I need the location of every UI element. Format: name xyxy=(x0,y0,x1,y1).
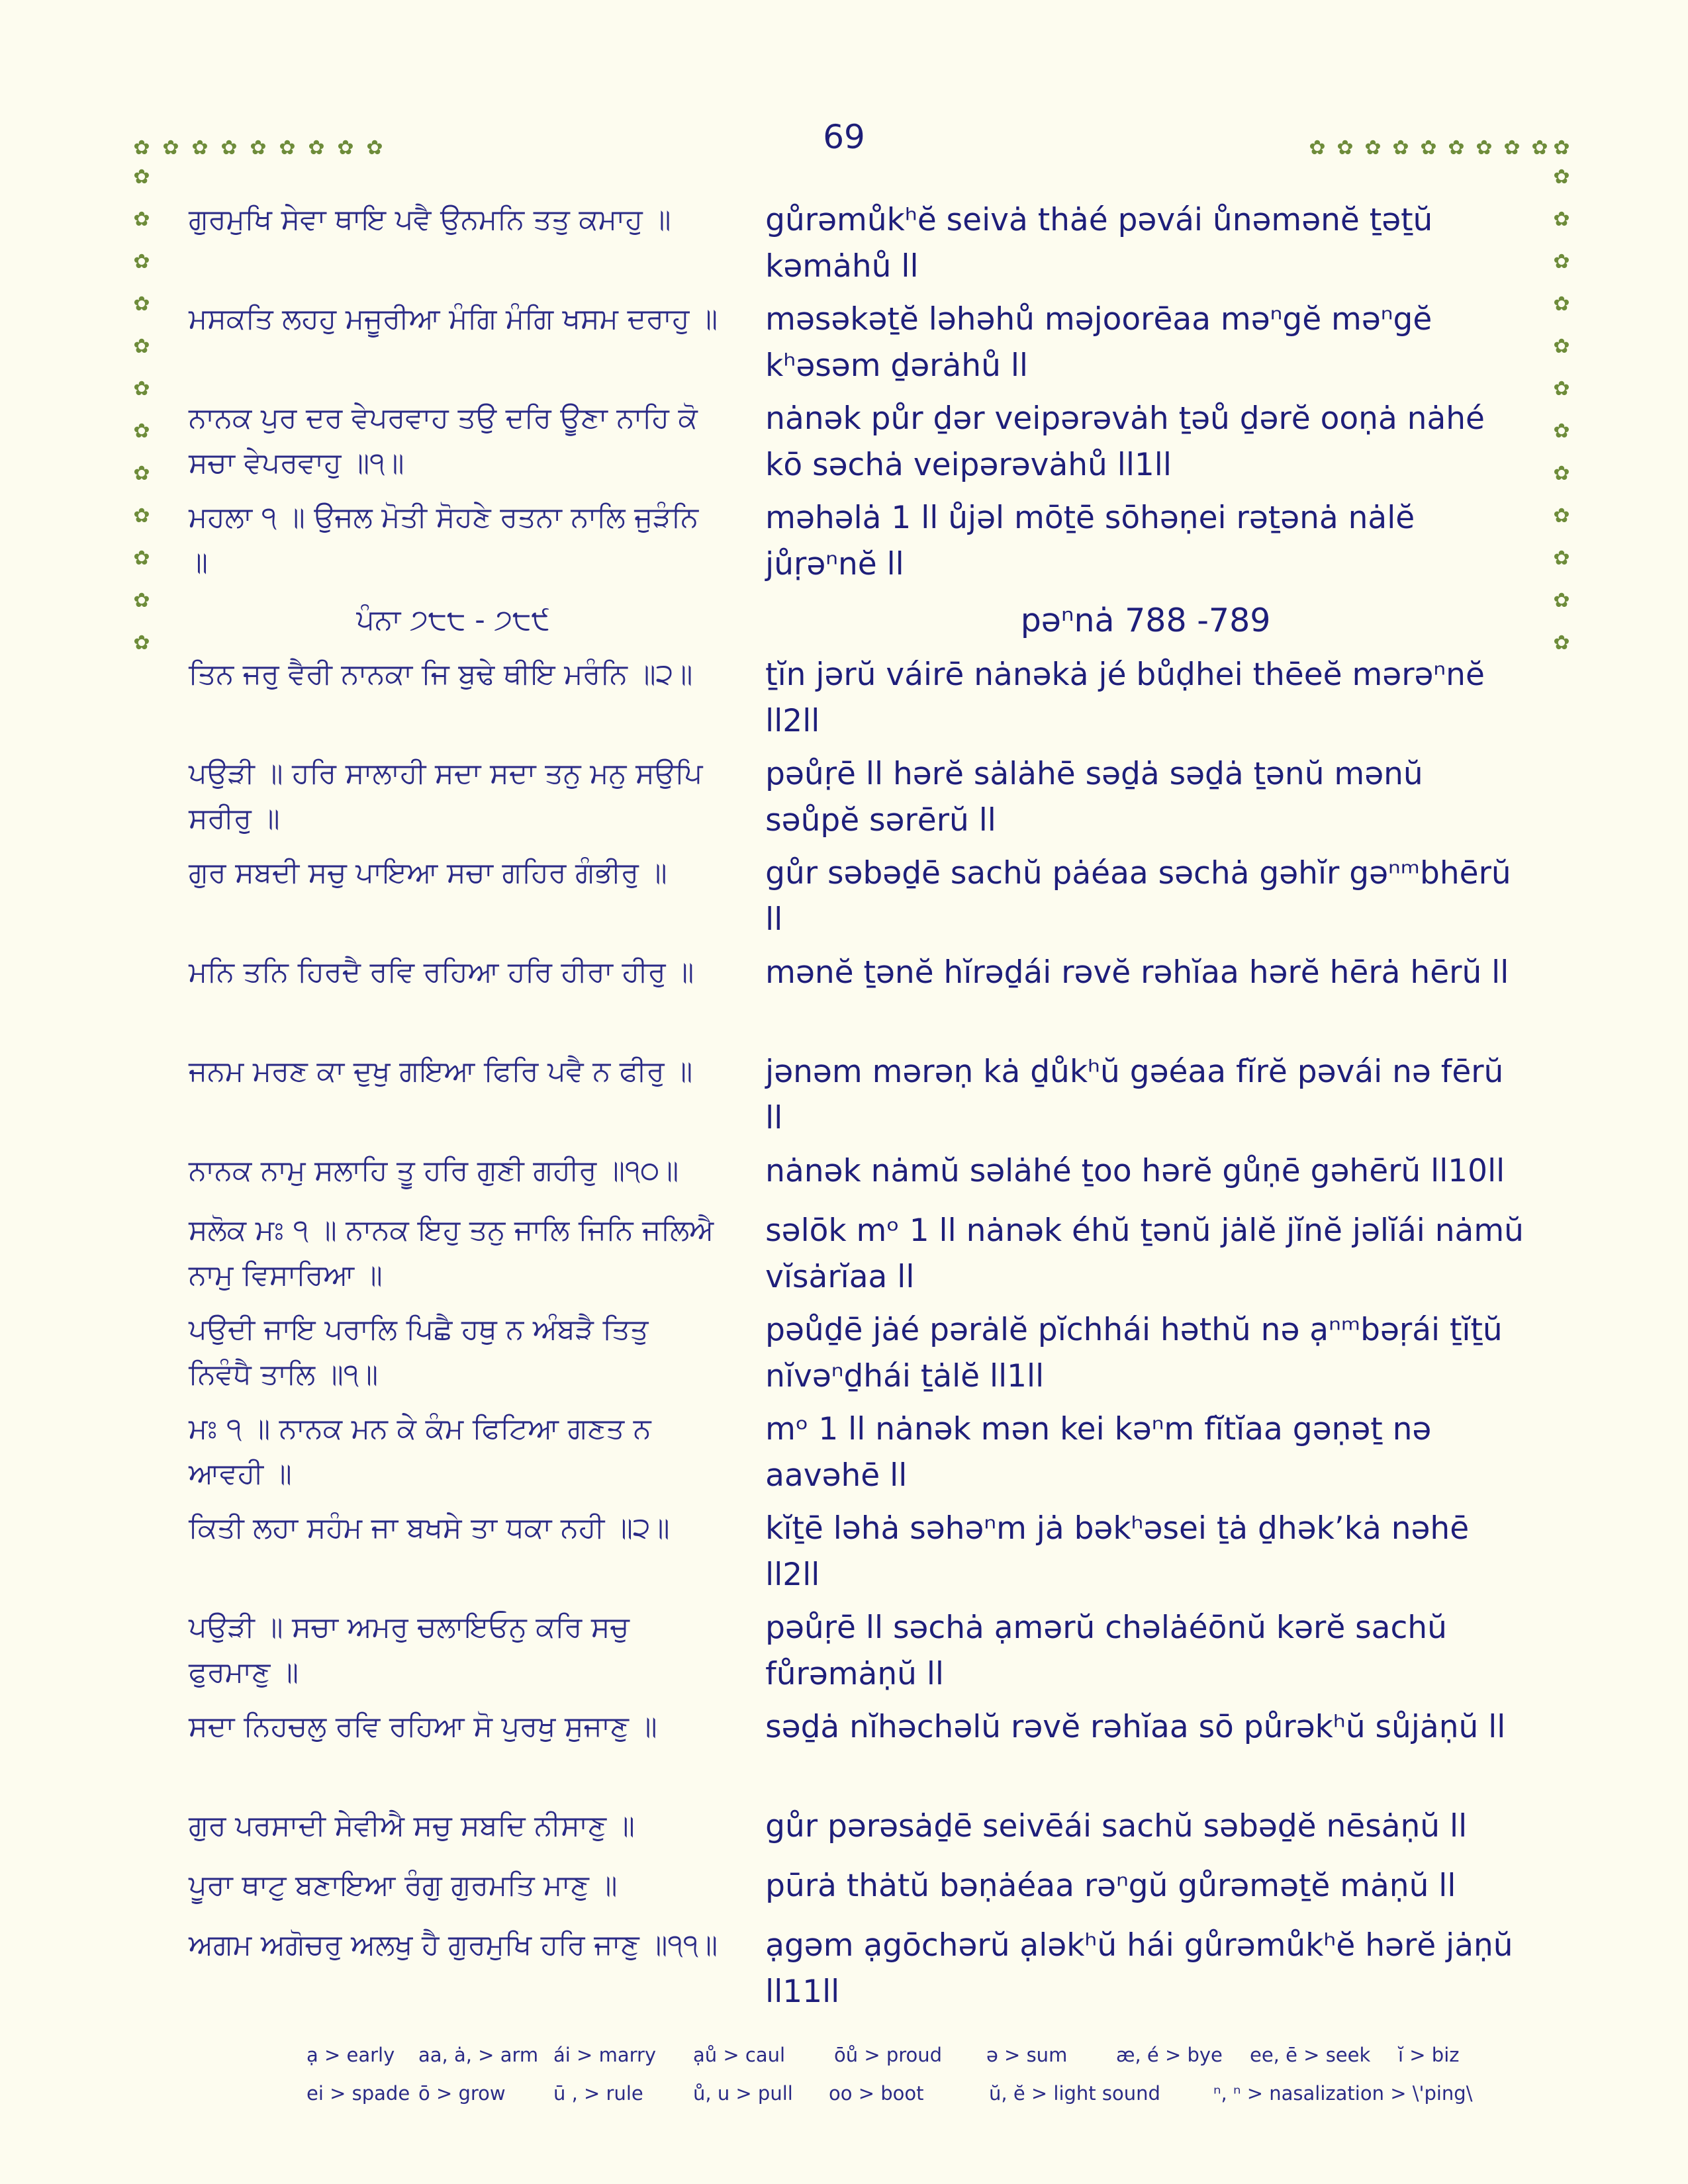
gurmukhi-line: ਮਸਕਤਿ ਲਹਹੁ ਮਜੂਰੀਆ ਮੰਗਿ ਮੰਗਿ ਖਸਮ ਦਰਾਹੁ ॥ xyxy=(189,302,718,336)
flower-ornament-icon: ✿ xyxy=(1420,136,1437,159)
flower-ornament-icon: ✿ xyxy=(1553,136,1570,159)
flower-ornament-icon: ✿ xyxy=(1392,136,1409,159)
legend-item: ei > spade xyxy=(306,2082,410,2105)
flower-ornament-icon: ✿ xyxy=(133,547,150,570)
legend-item: æ, é > bye xyxy=(1116,2044,1223,2066)
gurmukhi-line: ਨਾਨਕ ਨਾਮੁ ਸਲਾਹਿ ਤੂ ਹਰਿ ਗੁਣੀ ਗਹੀਰੁ ॥੧੦॥ xyxy=(189,1154,679,1187)
transliteration-line: ạgəm ạgōchərŭ ạləkʰŭ hái gůrəmůkʰĕ hərĕ jȧṇŭ ll11ll xyxy=(765,1927,1513,2010)
flower-ornament-icon: ✿ xyxy=(1553,504,1570,527)
transliteration-line: gůr səbəḏē sachŭ pȧéaa səchȧ gəhĭr gəⁿᵐbhērŭ ll xyxy=(765,855,1511,938)
verse-row xyxy=(189,1863,1526,1909)
transliteration-line: nȧnək půr ḏər veipərəvȧh ṯəů ḏərĕ ooṇȧ nȧhé kō səchȧ veipərəvȧhů ll1ll xyxy=(765,400,1485,483)
gurmukhi-line: ਨਾਨਕ ਪੁਰ ਦਰ ਵੇਪਰਵਾਹ ਤਉ ਦਰਿ ਊਣਾ ਨਾਹਿ ਕੋ ਸਚਾ ਵੇਪਰਵਾਹੁ ॥੧॥ xyxy=(189,402,698,480)
gurmukhi-line: ਪਉੜੀ ॥ ਹਰਿ ਸਾਲਾਹੀ ਸਦਾ ਸਦਾ ਤਨੁ ਮਨੁ ਸਉਪਿ ਸਰੀਰੁ ॥ xyxy=(189,757,703,835)
verse-row xyxy=(189,950,1526,996)
page-reference-row xyxy=(189,598,1526,644)
flower-ornament-icon: ✿ xyxy=(220,136,238,159)
flower-ornament-icon: ✿ xyxy=(1553,589,1570,612)
gurmukhi-page-reference: ਪੰਨਾ ੭੮੮ - ੭੮੯ xyxy=(356,604,550,637)
transliteration-line: gůrəmůkʰĕ seivȧ thȧé pəvái ůnəmənĕ ṯəṯŭ kəmȧhů ll xyxy=(765,202,1433,285)
flower-ornament-icon: ✿ xyxy=(133,165,150,189)
flower-ornament-icon: ✿ xyxy=(1553,377,1570,400)
legend-item: ĭ > biz xyxy=(1398,2044,1460,2066)
verse-row xyxy=(189,197,1526,290)
legend-item: oo > boot xyxy=(829,2082,924,2105)
flower-ornament-icon: ✿ xyxy=(1476,136,1493,159)
transliteration-line: gůr pərəsȧḏē seivēái sachŭ səbəḏĕ nēsȧṇŭ ll xyxy=(765,1808,1468,1844)
flower-ornament-icon: ✿ xyxy=(1553,420,1570,443)
transliteration-line: səlōk mᵒ 1 ll nȧnək éhŭ ṯənŭ jȧlĕ jĭnĕ jəlĭái nȧmŭ vĭsȧrĭaa ll xyxy=(765,1212,1524,1295)
gurmukhi-line: ਪਉੜੀ ॥ ਸਚਾ ਅਮਰੁ ਚਲਾਇਓਨੁ ਕਰਿ ਸਚੁ ਫੁਰਮਾਣੁ ॥ xyxy=(189,1611,630,1689)
flower-ornament-icon: ✿ xyxy=(162,136,179,159)
verse-row xyxy=(189,1148,1526,1195)
page-number: 69 xyxy=(823,118,865,156)
legend-item: ạ > early xyxy=(306,2044,395,2066)
gurmukhi-line: ਮਨਿ ਤਨਿ ਹਿਰਦੈ ਰਵਿ ਰਹਿਆ ਹਰਿ ਹੀਰਾ ਹੀਰੁ ॥ xyxy=(189,956,694,989)
transliteration-line: pəůḏē jȧé pərȧlĕ pĭchhái həthŭ nə ạⁿᵐbəṛái ṯĭṯŭ nĭvəⁿḏhái ṯȧlĕ ll1ll xyxy=(765,1312,1503,1394)
flower-ornament-icon: ✿ xyxy=(133,136,150,159)
gurmukhi-line: ਗੁਰਮੁਖਿ ਸੇਵਾ ਥਾਇ ਪਵੈ ਉਨਮਨਿ ਤਤੁ ਕਮਾਹੁ ॥ xyxy=(189,203,671,236)
gurmukhi-line: ਸਲੋਕ ਮਃ ੧ ॥ ਨਾਨਕ ਇਹੁ ਤਨੁ ਜਾਲਿ ਜਿਨਿ ਜਲਿਐ ਨਾਮੁ ਵਿਸਾਰਿਆ ॥ xyxy=(189,1214,714,1292)
flower-ornament-icon: ✿ xyxy=(133,377,150,400)
legend-item: ū , > rule xyxy=(553,2082,643,2105)
verse-row xyxy=(189,751,1526,844)
flower-ornament-icon: ✿ xyxy=(250,136,267,159)
flower-ornament-icon: ✿ xyxy=(133,462,150,485)
flower-ornament-icon: ✿ xyxy=(133,250,150,273)
verse-row xyxy=(189,1704,1526,1751)
legend-item: ái > marry xyxy=(553,2044,657,2066)
flower-ornament-icon: ✿ xyxy=(133,420,150,443)
flower-ornament-icon: ✿ xyxy=(133,589,150,612)
transliteration-line: səḏȧ nĭhəchəlŭ rəvĕ rəhĭaa sō půrəkʰŭ sůjȧṇŭ ll xyxy=(765,1709,1506,1745)
flower-ornament-icon: ✿ xyxy=(1503,136,1521,159)
legend-item: ⁿ, ⁿ > nasalization > \'ping\ xyxy=(1213,2082,1473,2105)
verse-row xyxy=(189,1307,1526,1400)
flower-ornament-icon: ✿ xyxy=(308,136,325,159)
flower-ornament-icon: ✿ xyxy=(133,208,150,231)
verse-row xyxy=(189,850,1526,943)
gurmukhi-line: ਪਉਦੀ ਜਾਇ ਪਰਾਲਿ ਪਿਛੈ ਹਥੁ ਨ ਅੰਬੜੈ ਤਿਤੁ ਨਿਵੰਧੈ ਤਾਲਿ ॥੧॥ xyxy=(189,1313,649,1391)
flower-ornament-icon: ✿ xyxy=(133,504,150,527)
flower-ornament-icon: ✿ xyxy=(366,136,383,159)
transliteration-line: pəůṛē ll hərĕ sȧlȧhē səḏȧ səḏȧ ṯənŭ mənŭ səůpĕ sərērŭ ll xyxy=(765,756,1423,839)
verse-row xyxy=(189,1803,1526,1850)
legend-item: ə > sum xyxy=(986,2044,1068,2066)
verse-row xyxy=(189,1049,1526,1142)
flower-ornament-icon: ✿ xyxy=(1553,250,1570,273)
verse-row xyxy=(189,1506,1526,1598)
transliteration-line: ṯĭn jərŭ váirē nȧnəkȧ jé bůḍhei thēeĕ mərəⁿnĕ ll2ll xyxy=(765,657,1485,739)
gurmukhi-line: ਕਿਤੀ ਲਹਾ ਸਹੰਮ ਜਾ ਬਖਸੇ ਤਾ ਧਕਾ ਨਹੀ ॥੨॥ xyxy=(189,1512,670,1545)
flower-ornament-icon: ✿ xyxy=(1553,208,1570,231)
gurmukhi-line: ਗੁਰ ਸਬਦੀ ਸਚੁ ਪਾਇਆ ਸਚਾ ਗਹਿਰ ਗੰਭੀਰੁ ॥ xyxy=(189,856,667,889)
flower-ornament-icon: ✿ xyxy=(1553,335,1570,358)
flower-ornament-icon: ✿ xyxy=(1531,136,1548,159)
verse-row xyxy=(189,1208,1526,1300)
verse-row xyxy=(189,1923,1526,2015)
verse-row xyxy=(189,296,1526,389)
flower-ornament-icon: ✿ xyxy=(1364,136,1382,159)
transliteration-page-reference: pəⁿnȧ 788 -789 xyxy=(1020,602,1271,639)
gurmukhi-line: ਮਹਲਾ ੧ ॥ ਉਜਲ ਮੋਤੀ ਸੋਹਣੇ ਰਤਨਾ ਨਾਲਿ ਜੁੜੰਨਿ ॥ xyxy=(189,501,699,579)
flower-ornament-icon: ✿ xyxy=(1553,631,1570,655)
gurmukhi-line: ਜਨਮ ਮਰਣ ਕਾ ਦੁਖੁ ਗਇਆ ਫਿਰਿ ਪਵੈ ਨ ਫੀਰੁ ॥ xyxy=(189,1055,693,1088)
transliteration-line: mənĕ ṯənĕ hĭrəḏái rəvĕ rəhĭaa hərĕ hērȧ hērŭ ll xyxy=(765,954,1509,991)
gurmukhi-line: ਤਿਨ ਜਰੁ ਵੈਰੀ ਨਾਨਕਾ ਜਿ ਬੁਢੇ ਥੀਇ ਮਰੰਨਿ ॥੨॥ xyxy=(189,658,693,691)
transliteration-line: pūrȧ thȧtŭ bəṇȧéaa rəⁿgŭ gůrəməṯĕ mȧṇŭ ll xyxy=(765,1868,1456,1904)
flower-ornament-icon: ✿ xyxy=(133,335,150,358)
flower-ornament-icon: ✿ xyxy=(191,136,209,159)
legend-item: ō > grow xyxy=(418,2082,506,2105)
verse-row xyxy=(189,495,1526,588)
transliteration-line: mᵒ 1 ll nȧnək mən kei kəⁿm fĭtĭaa gəṇəṯ nə aavəhē ll xyxy=(765,1411,1432,1494)
flower-ornament-icon: ✿ xyxy=(1448,136,1465,159)
legend-item: ů, u > pull xyxy=(693,2082,793,2105)
transliteration-line: pəůṛē ll səchȧ ạmərŭ chəlȧéōnŭ kərĕ sachŭ fůrəmȧṇŭ ll xyxy=(765,1610,1447,1692)
transliteration-line: məsəkəṯĕ ləhəhů məjoorēaa məⁿgĕ məⁿgĕ kʰəsəm ḏərȧhů ll xyxy=(765,301,1432,384)
flower-ornament-icon: ✿ xyxy=(1553,547,1570,570)
flower-ornament-icon: ✿ xyxy=(1553,462,1570,485)
gurmukhi-line: ਅਗਮ ਅਗੋਚਰੁ ਅਲਖੁ ਹੈ ਗੁਰਮੁਖਿ ਹਰਿ ਜਾਣੁ ॥੧੧॥ xyxy=(189,1929,718,1962)
transliteration-line: məhəlȧ 1 ll ůjəl mōṯē sōhəṇei rəṯənȧ nȧlĕ jůṛəⁿnĕ ll xyxy=(765,500,1415,582)
transliteration-line: jənəm mərəṇ kȧ ḏůkʰŭ gəéaa fĭrĕ pəvái nə fērŭ ll xyxy=(765,1054,1504,1136)
flower-ornament-icon: ✿ xyxy=(279,136,296,159)
gurmukhi-line: ਗੁਰ ਪਰਸਾਦੀ ਸੇਵੀਐ ਸਚੁ ਸਬਦਿ ਨੀਸਾਣੁ ॥ xyxy=(189,1809,635,1843)
flower-ornament-icon: ✿ xyxy=(133,631,150,655)
verse-row xyxy=(189,1406,1526,1499)
legend-item: ạů > caul xyxy=(693,2044,786,2066)
legend-item: ōů > proud xyxy=(834,2044,943,2066)
flower-ornament-icon: ✿ xyxy=(1553,165,1570,189)
legend-item: aa, ȧ, > arm xyxy=(418,2044,539,2066)
transliteration-line: nȧnək nȧmŭ səlȧhé ṯoo hərĕ gůṇē gəhērŭ ll10ll xyxy=(765,1153,1505,1189)
gurmukhi-line: ਮਃ ੧ ॥ ਨਾਨਕ ਮਨ ਕੇ ਕੰਮ ਫਿਟਿਆ ਗਣਤ ਨ ਆਵਹੀ ॥ xyxy=(189,1412,651,1490)
flower-ornament-icon: ✿ xyxy=(1309,136,1326,159)
gurmukhi-line: ਪੂਰਾ ਥਾਟੁ ਬਣਾਇਆ ਰੰਗੁ ਗੁਰਮਤਿ ਮਾਣੁ ॥ xyxy=(189,1869,618,1902)
gurmukhi-line: ਸਦਾ ਨਿਹਚਲੁ ਰਵਿ ਰਹਿਆ ਸੋ ਪੁਰਖੁ ਸੁਜਾਣੁ ॥ xyxy=(189,1710,657,1743)
flower-ornament-icon: ✿ xyxy=(133,293,150,316)
legend-item: ee, ē > seek xyxy=(1250,2044,1371,2066)
verse-row xyxy=(189,652,1526,745)
verse-row xyxy=(189,396,1526,488)
legend-item: ŭ, ĕ > light sound xyxy=(989,2082,1160,2105)
flower-ornament-icon: ✿ xyxy=(1553,293,1570,316)
flower-ornament-icon: ✿ xyxy=(1336,136,1354,159)
transliteration-line: kĭṯē ləhȧ səhəⁿm jȧ bəkʰəsei ṯȧ ḏhək’kȧ nəhē ll2ll xyxy=(765,1510,1470,1593)
flower-ornament-icon: ✿ xyxy=(337,136,354,159)
verse-row xyxy=(189,1605,1526,1698)
